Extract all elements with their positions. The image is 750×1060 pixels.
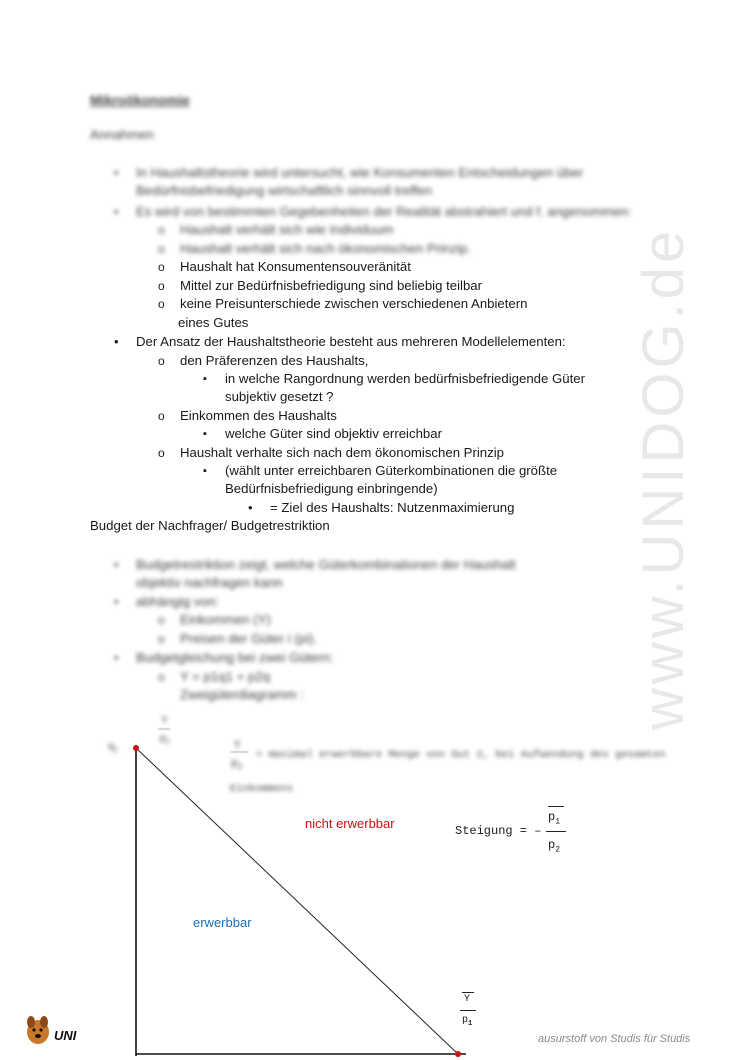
list-item: o Haushalt verhält sich nach ökonomischen Prinzip.	[180, 240, 471, 258]
list-item: ▪ welche Güter sind objektiv erreichbar	[225, 425, 442, 443]
list-item: • abhängig von:	[136, 593, 219, 611]
list-item: • Es wird von bestimmten Gegebenheiten der Realität abstrahiert und f. angenommen:	[136, 203, 632, 221]
footer-tagline: ausurstoff von Studis für Studis	[538, 1033, 691, 1045]
list-item: o Haushalt verhalte sich nach dem ökonomischen Prinzip	[180, 444, 504, 462]
slope-denominator: $p_2$	[548, 838, 561, 855]
slope-overline	[548, 806, 564, 807]
budget-line	[136, 748, 458, 1054]
section-subheading: Annahmen	[90, 127, 154, 142]
slope-numerator: $p_1$	[548, 810, 561, 827]
list-item-cont: eines Gutes	[178, 315, 249, 330]
list-item: o keine Preisunterschiede zwischen verschiedenen Anbietern	[180, 295, 527, 313]
list-item: • = Ziel des Haushalts: Nutzenmaximierung	[270, 499, 514, 517]
intercept-description-cont: Einkommens	[230, 783, 294, 795]
watermark: www.UNIDOG.de	[631, 226, 696, 730]
list-item: o Mittel zur Bedürfnisbefriedigung sind beliebig teilbar	[180, 277, 482, 295]
footer-logo	[22, 1012, 92, 1048]
list-item: o Haushalt hat Konsumentensouveränität	[180, 258, 411, 276]
x-intercept-overline	[462, 992, 474, 993]
list-item-cont: Bedürfnisbefriedigung einbringende)	[225, 481, 438, 496]
list-item-cont: subjektiv gesetzt ?	[225, 389, 334, 404]
list-item-cont: objektiv nachfragen kann	[136, 575, 283, 590]
y-intercept-den: $p_2$	[160, 733, 170, 746]
y-intercept-point	[133, 745, 139, 751]
list-item: • Der Ansatz der Haushaltstheorie besteht aus mehreren Modellelementen:	[136, 333, 566, 351]
slope-fraction-bar	[546, 831, 566, 832]
list-item: ▪ in welche Rangordnung werden bedürfnisbefriedigende Güter	[225, 370, 585, 388]
y-intercept-num: Y	[161, 715, 168, 726]
list-item: o Y = p1q1 + p2q	[180, 668, 270, 686]
section-heading: Budget der Nachfrager/ Budgetrestriktion	[90, 518, 330, 533]
list-item: o Preisen der Güter i (pi).	[180, 630, 317, 648]
list-item-cont: Bedürfnisbefriedigung wirtschaftlich sinnvoll treffen	[136, 183, 432, 198]
y-axis-label: $q_2$	[108, 741, 118, 754]
not-reachable-label: nicht erwerbbar	[305, 816, 395, 831]
list-item: o den Präferenzen des Haushalts,	[180, 352, 368, 370]
x-intercept-num: Y	[464, 994, 471, 1005]
y-intercept-num: Y	[234, 740, 241, 752]
list-item: o Einkommen (Y)	[180, 611, 271, 629]
list-item: • Budgetgleichung bei zwei Gütern:	[136, 649, 333, 667]
y-intercept-den: $p_2$	[231, 758, 243, 773]
footer-logo-text: UNI	[54, 1028, 77, 1043]
page-title: Mikroökonomie	[90, 93, 190, 108]
x-intercept-fraction-bar	[460, 1010, 476, 1011]
slope-label: Steigung = –	[455, 824, 542, 838]
list-item: • In Haushaltstheorie wird untersucht, wie Konsumenten Entscheidungen über	[136, 164, 583, 182]
list-item-cont: Zweigüterdiagramm :	[180, 687, 304, 702]
list-item: • Budgetrestriktion zeigt, welche Güterkombinationen der Haushalt	[136, 556, 516, 574]
x-intercept-point	[455, 1051, 461, 1057]
list-item: ▪ (wählt unter erreichbaren Güterkombinationen die größte	[225, 462, 557, 480]
reachable-label: erwerbbar	[193, 915, 252, 930]
intercept-description: = maximal erwerbbare Menge von Gut 2, bei Aufwendung des gesamten	[256, 749, 666, 761]
x-intercept-den: $p_1$	[462, 1015, 473, 1028]
list-item: o Haushalt verhält sich wie Individuum	[180, 221, 393, 239]
list-item: o Einkommen des Haushalts	[180, 407, 337, 425]
